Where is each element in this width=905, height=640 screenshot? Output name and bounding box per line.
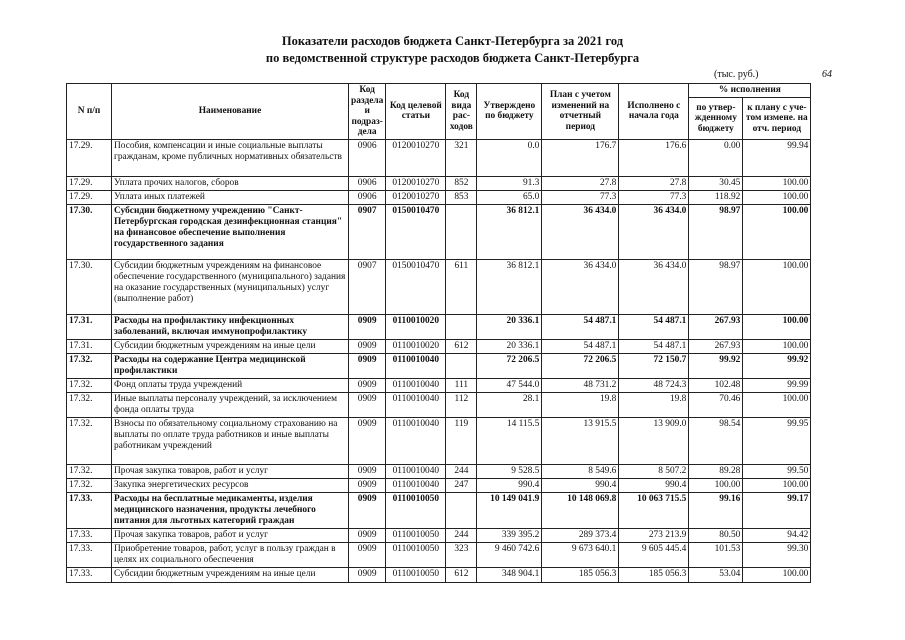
- row-section-code: 0909: [349, 314, 386, 339]
- row-approved: 36 812.1: [477, 259, 542, 314]
- table-row: [67, 478, 811, 492]
- col-header-pct-plan: к плану с уче-том измене. на отч. период: [743, 98, 811, 140]
- row-pct-plan: 100.00: [743, 176, 811, 190]
- row-name: Взносы по обязательному социальному страхованию на выплаты по оплате труда работников и иные выплаты работникам учреждений: [112, 417, 349, 464]
- row-pct-plan: 100.00: [743, 567, 811, 582]
- row-executed: 19.8: [619, 392, 689, 417]
- row-kind-code: [446, 204, 477, 259]
- row-executed: 27.8: [619, 176, 689, 190]
- row-section-code: 0906: [349, 139, 386, 176]
- table-row: [67, 190, 811, 204]
- col-header-name: Наименование: [112, 84, 349, 140]
- row-plan: 10 148 069.8: [542, 492, 619, 528]
- row-number: 17.29.: [67, 190, 112, 204]
- row-approved: 14 115.5: [477, 417, 542, 464]
- row-pct-plan: 99.95: [743, 417, 811, 464]
- row-kind-code: [446, 353, 477, 378]
- row-target-code: 0110010020: [386, 339, 446, 353]
- table-row: [67, 492, 811, 528]
- row-plan: 13 915.5: [542, 417, 619, 464]
- row-executed: 77.3: [619, 190, 689, 204]
- row-plan: 27.8: [542, 176, 619, 190]
- row-pct-approved: 100.00: [689, 478, 743, 492]
- row-pct-approved: 70.46: [689, 392, 743, 417]
- row-section-code: 0909: [349, 464, 386, 478]
- row-pct-approved: 99.92: [689, 353, 743, 378]
- row-target-code: 0110010040: [386, 392, 446, 417]
- row-approved: 65.0: [477, 190, 542, 204]
- row-name: Закупка энергетических ресурсов: [112, 478, 349, 492]
- row-target-code: 0120010270: [386, 139, 446, 176]
- row-plan: 36 434.0: [542, 259, 619, 314]
- row-number: 17.32.: [67, 353, 112, 378]
- row-pct-approved: 99.16: [689, 492, 743, 528]
- expenditure-table: [66, 83, 811, 583]
- row-section-code: 0906: [349, 190, 386, 204]
- row-executed: 273 213.9: [619, 528, 689, 542]
- row-name: Расходы на профилактику инфекционных заболеваний, включая иммунопрофилактику: [112, 314, 349, 339]
- row-approved: 28.1: [477, 392, 542, 417]
- row-kind-code: 853: [446, 190, 477, 204]
- row-executed: 13 909.0: [619, 417, 689, 464]
- row-name: Фонд оплаты труда учреждений: [112, 378, 349, 392]
- row-section-code: 0909: [349, 339, 386, 353]
- row-plan: 77.3: [542, 190, 619, 204]
- row-plan: 48 731.2: [542, 378, 619, 392]
- row-kind-code: 244: [446, 464, 477, 478]
- row-name: Приобретение товаров, работ, услуг в пользу граждан в целях их социального обеспечения: [112, 542, 349, 567]
- row-kind-code: 612: [446, 339, 477, 353]
- row-approved: 9 460 742.6: [477, 542, 542, 567]
- row-target-code: 0110010050: [386, 567, 446, 582]
- row-pct-plan: 100.00: [743, 259, 811, 314]
- row-number: 17.32.: [67, 464, 112, 478]
- row-approved: 990.4: [477, 478, 542, 492]
- row-kind-code: 119: [446, 417, 477, 464]
- row-name: Иные выплаты персоналу учреждений, за исключением фонда оплаты труда: [112, 392, 349, 417]
- col-header-section: Код раздела и подраз-дела: [349, 84, 386, 140]
- row-number: 17.33.: [67, 528, 112, 542]
- col-header-approved: Утверждено по бюджету: [477, 84, 542, 140]
- col-header-plan: План с учетом изменений на отчетный период: [542, 84, 619, 140]
- row-plan: 8 549.6: [542, 464, 619, 478]
- row-number: 17.31.: [67, 314, 112, 339]
- row-plan: 185 056.3: [542, 567, 619, 582]
- row-executed: 54 487.1: [619, 314, 689, 339]
- row-pct-plan: 100.00: [743, 392, 811, 417]
- col-header-pct-group: % исполнения: [689, 84, 811, 98]
- row-plan: 289 373.4: [542, 528, 619, 542]
- row-pct-approved: 30.45: [689, 176, 743, 190]
- row-executed: 10 063 715.5: [619, 492, 689, 528]
- row-number: 17.32.: [67, 392, 112, 417]
- col-header-target: Код целевой статьи: [386, 84, 446, 140]
- row-name: Прочая закупка товаров, работ и услуг: [112, 528, 349, 542]
- report-title-line2: по ведомственной структуре расходов бюджета Санкт-Петербурга: [265, 51, 640, 65]
- table-row: [67, 378, 811, 392]
- row-pct-plan: 99.92: [743, 353, 811, 378]
- row-kind-code: 244: [446, 528, 477, 542]
- row-pct-plan: 99.50: [743, 464, 811, 478]
- row-kind-code: 611: [446, 259, 477, 314]
- row-approved: 72 206.5: [477, 353, 542, 378]
- row-name: Уплата прочих налогов, сборов: [112, 176, 349, 190]
- row-number: 17.30.: [67, 259, 112, 314]
- row-approved: 348 904.1: [477, 567, 542, 582]
- row-section-code: 0909: [349, 492, 386, 528]
- row-approved: 10 149 041.9: [477, 492, 542, 528]
- row-target-code: 0120010270: [386, 176, 446, 190]
- table-row: [67, 259, 811, 314]
- row-section-code: 0907: [349, 259, 386, 314]
- row-approved: 0.0: [477, 139, 542, 176]
- row-kind-code: 612: [446, 567, 477, 582]
- row-kind-code: [446, 492, 477, 528]
- row-executed: 54 487.1: [619, 339, 689, 353]
- row-executed: 990.4: [619, 478, 689, 492]
- row-target-code: 0150010470: [386, 204, 446, 259]
- table-row: [67, 339, 811, 353]
- row-name: Субсидии бюджетному учреждению "Санкт-Петербургская городская дезинфекционная станция" на финансовое обеспечение выполнения государственного задания: [112, 204, 349, 259]
- table-row: [67, 176, 811, 190]
- row-pct-approved: 53.04: [689, 567, 743, 582]
- table-row: [67, 542, 811, 567]
- row-target-code: 0110010040: [386, 464, 446, 478]
- row-pct-approved: 118.92: [689, 190, 743, 204]
- table-row: [67, 567, 811, 582]
- row-executed: 72 150.7: [619, 353, 689, 378]
- row-kind-code: 111: [446, 378, 477, 392]
- row-executed: 36 434.0: [619, 259, 689, 314]
- row-pct-approved: 98.97: [689, 204, 743, 259]
- row-name: Расходы на содержание Центра медицинской профилактики: [112, 353, 349, 378]
- row-executed: 185 056.3: [619, 567, 689, 582]
- row-kind-code: 112: [446, 392, 477, 417]
- row-approved: 91.3: [477, 176, 542, 190]
- row-number: 17.30.: [67, 204, 112, 259]
- row-section-code: 0909: [349, 567, 386, 582]
- row-pct-plan: 100.00: [743, 478, 811, 492]
- row-pct-approved: 267.93: [689, 314, 743, 339]
- row-name: Расходы на бесплатные медикаменты, изделия медицинского назначения, продукты лечебного питания для льготных категорий граждан: [112, 492, 349, 528]
- row-section-code: 0909: [349, 542, 386, 567]
- row-pct-plan: 100.00: [743, 339, 811, 353]
- row-target-code: 0110010040: [386, 378, 446, 392]
- row-pct-plan: 99.17: [743, 492, 811, 528]
- row-executed: 176.6: [619, 139, 689, 176]
- row-target-code: 0110010050: [386, 542, 446, 567]
- row-plan: 54 487.1: [542, 314, 619, 339]
- table-row: [67, 314, 811, 339]
- row-pct-plan: 99.30: [743, 542, 811, 567]
- row-plan: 36 434.0: [542, 204, 619, 259]
- row-pct-plan: 100.00: [743, 204, 811, 259]
- row-kind-code: 323: [446, 542, 477, 567]
- row-section-code: 0909: [349, 528, 386, 542]
- table-body: [67, 139, 811, 582]
- row-pct-approved: 102.48: [689, 378, 743, 392]
- row-section-code: 0909: [349, 353, 386, 378]
- row-target-code: 0110010040: [386, 353, 446, 378]
- row-pct-plan: 100.00: [743, 190, 811, 204]
- row-target-code: 0110010020: [386, 314, 446, 339]
- row-name: Пособия, компенсации и иные социальные выплаты гражданам, кроме публичных нормативных обязательств: [112, 139, 349, 176]
- row-target-code: 0120010270: [386, 190, 446, 204]
- col-header-kind: Код вида рас-ходов: [446, 84, 477, 140]
- row-section-code: 0909: [349, 417, 386, 464]
- row-number: 17.33.: [67, 542, 112, 567]
- row-executed: 48 724.3: [619, 378, 689, 392]
- row-pct-plan: 94.42: [743, 528, 811, 542]
- table-row: [67, 528, 811, 542]
- row-section-code: 0909: [349, 392, 386, 417]
- row-name: Прочая закупка товаров, работ и услуг: [112, 464, 349, 478]
- row-section-code: 0909: [349, 378, 386, 392]
- table-row: [67, 204, 811, 259]
- row-approved: 20 336.1: [477, 339, 542, 353]
- row-kind-code: 852: [446, 176, 477, 190]
- report-title-line1: Показатели расходов бюджета Санкт-Петербурга за 2021 год: [281, 34, 624, 48]
- row-kind-code: 247: [446, 478, 477, 492]
- table-row: [67, 139, 811, 176]
- row-number: 17.32.: [67, 417, 112, 464]
- row-name: Уплата иных платежей: [112, 190, 349, 204]
- row-pct-approved: 101.53: [689, 542, 743, 567]
- row-pct-approved: 80.50: [689, 528, 743, 542]
- row-plan: 72 206.5: [542, 353, 619, 378]
- row-number: 17.31.: [67, 339, 112, 353]
- table-row: [67, 417, 811, 464]
- row-target-code: 0110010050: [386, 492, 446, 528]
- row-kind-code: 321: [446, 139, 477, 176]
- row-number: 17.32.: [67, 478, 112, 492]
- row-pct-plan: 99.99: [743, 378, 811, 392]
- row-pct-approved: 98.97: [689, 259, 743, 314]
- row-pct-approved: 98.54: [689, 417, 743, 464]
- row-name: Субсидии бюджетным учреждениям на иные цели: [112, 567, 349, 582]
- row-section-code: 0907: [349, 204, 386, 259]
- row-name: Субсидии бюджетным учреждениям на финансовое обеспечение государственного (муниципального) задания на оказание государственных (муниципальных) услуг (выполнение работ): [112, 259, 349, 314]
- row-section-code: 0909: [349, 478, 386, 492]
- row-section-code: 0906: [349, 176, 386, 190]
- row-kind-code: [446, 314, 477, 339]
- row-executed: 9 605 445.4: [619, 542, 689, 567]
- unit-label: (тыс. руб.): [714, 69, 759, 80]
- page-number: 64: [822, 69, 832, 80]
- row-number: 17.29.: [67, 176, 112, 190]
- row-pct-plan: 100.00: [743, 314, 811, 339]
- row-number: 17.32.: [67, 378, 112, 392]
- row-plan: 19.8: [542, 392, 619, 417]
- row-approved: 36 812.1: [477, 204, 542, 259]
- row-approved: 339 395.2: [477, 528, 542, 542]
- row-plan: 54 487.1: [542, 339, 619, 353]
- table-row: [67, 353, 811, 378]
- row-pct-approved: 0.00: [689, 139, 743, 176]
- row-executed: 36 434.0: [619, 204, 689, 259]
- col-header-pct-approved: по утвер-жденному бюджету: [689, 98, 743, 140]
- row-target-code: 0150010470: [386, 259, 446, 314]
- row-executed: 8 507.2: [619, 464, 689, 478]
- col-header-num: N п/п: [67, 84, 112, 140]
- row-name: Субсидии бюджетным учреждениям на иные цели: [112, 339, 349, 353]
- row-approved: 9 528.5: [477, 464, 542, 478]
- row-plan: 176.7: [542, 139, 619, 176]
- table-row: [67, 464, 811, 478]
- row-target-code: 0110010040: [386, 478, 446, 492]
- row-number: 17.29.: [67, 139, 112, 176]
- row-approved: 47 544.0: [477, 378, 542, 392]
- col-header-executed: Исполнено с начала года: [619, 84, 689, 140]
- row-number: 17.33.: [67, 492, 112, 528]
- row-pct-plan: 99.94: [743, 139, 811, 176]
- table-row: [67, 392, 811, 417]
- row-approved: 20 336.1: [477, 314, 542, 339]
- row-number: 17.33.: [67, 567, 112, 582]
- row-pct-approved: 267.93: [689, 339, 743, 353]
- row-plan: 9 673 640.1: [542, 542, 619, 567]
- row-pct-approved: 89.28: [689, 464, 743, 478]
- row-target-code: 0110010050: [386, 528, 446, 542]
- row-target-code: 0110010040: [386, 417, 446, 464]
- row-plan: 990.4: [542, 478, 619, 492]
